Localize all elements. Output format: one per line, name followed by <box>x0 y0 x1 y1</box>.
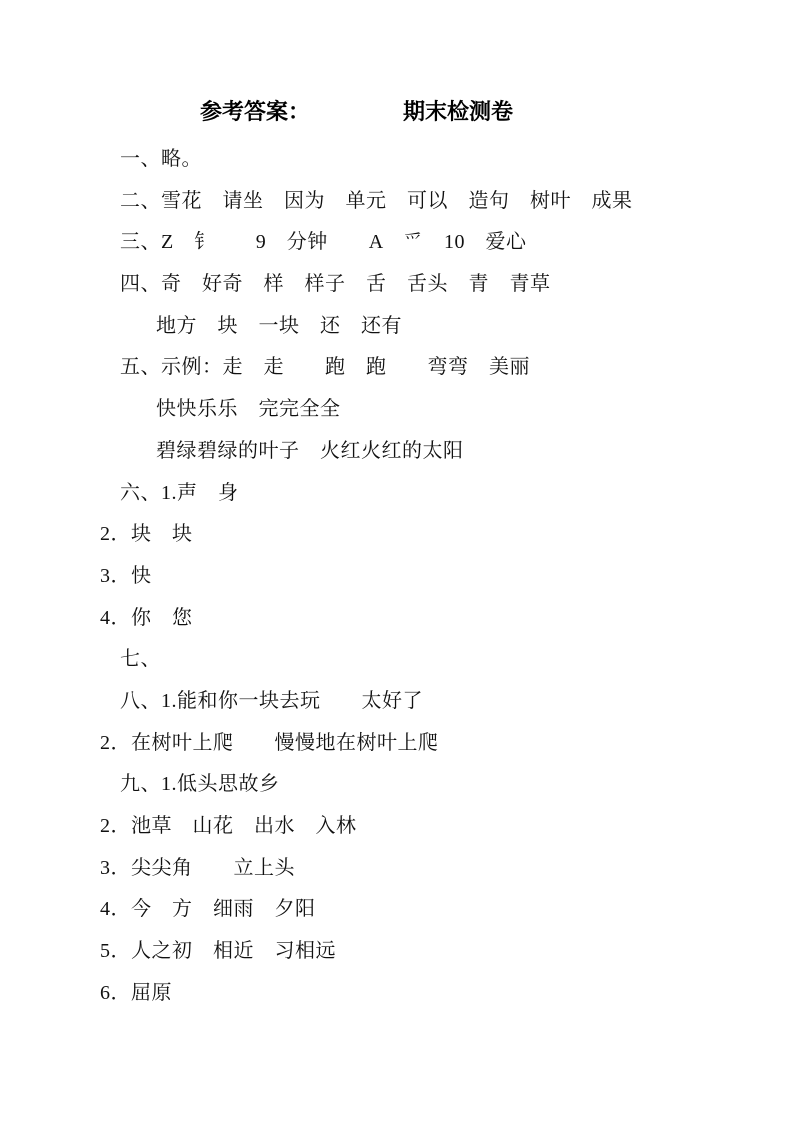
answer-line: 3．尖尖角 立上头 <box>100 856 295 879</box>
answer-line: 快快乐乐 完完全全 <box>156 398 341 421</box>
answer-line: 5．人之初 相近 习相远 <box>100 940 336 963</box>
answer-line: 六、1.声 身 <box>120 481 239 504</box>
answer-key-heading: 参考答案： <box>200 99 311 124</box>
answer-line: 五、示例：走 走 跑 跑 弯弯 美丽 <box>120 356 530 379</box>
answer-line: 2．池草 山花 出水 入林 <box>100 815 357 837</box>
answer-line: 九、1.低头思故乡 <box>120 773 280 796</box>
answer-line: 八、1.能和你一块去玩 太好了 <box>120 689 423 712</box>
answer-line: 七、 <box>120 648 161 671</box>
exam-title: 期末检测卷 <box>403 99 514 124</box>
answer-lines <box>0 139 793 1014</box>
answer-line: 碧绿碧绿的叶子 火红火红的太阳 <box>156 439 464 462</box>
answer-line: 2．块 块 <box>100 523 193 546</box>
document-title <box>200 100 513 124</box>
answer-line: 二、雪花 请坐 因为 单元 可以 造句 树叶 成果 <box>120 189 633 212</box>
answer-line: 3．快 <box>100 564 152 587</box>
answer-line: 一、略。 <box>120 148 202 170</box>
answer-line: 4．你 您 <box>100 606 193 629</box>
answer-line: 4．今 方 细雨 夕阳 <box>100 898 316 921</box>
answer-line: 6．屈原 <box>100 981 172 1004</box>
answer-line: 三、Z 钅 9 分钟 A 爫 10 爱心 <box>120 231 527 254</box>
answer-line: 地方 块 一块 还 还有 <box>156 314 402 337</box>
answer-line: 四、奇 好奇 样 样子 舌 舌头 青 青草 <box>120 273 551 296</box>
answer-line: 2．在树叶上爬 慢慢地在树叶上爬 <box>100 731 439 754</box>
